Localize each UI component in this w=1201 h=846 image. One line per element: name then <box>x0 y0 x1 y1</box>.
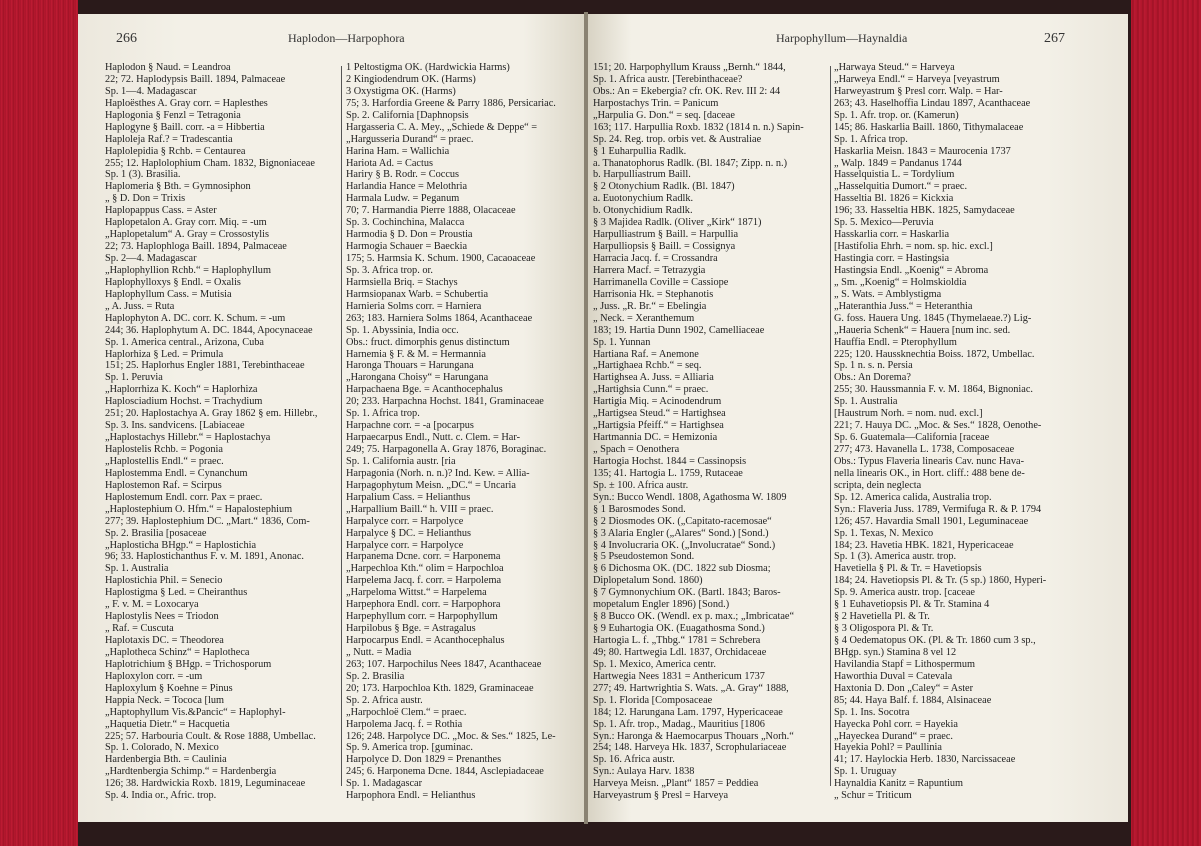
entry-line: Sp. 1. Afr. trop., Madag., Mauritius [1806 <box>593 718 765 730</box>
entry-line: „ Juss. „R. Br.“ = Ebelingia <box>593 300 707 312</box>
entry-line: Sp. 1. America central., Arizona, Cuba <box>105 336 264 348</box>
entry-line: scripta, dein neglecta <box>834 479 922 491</box>
entry-line: Haplotaxis DC. = Theodorea <box>105 635 224 646</box>
entry-line: Harpulliastrum § Baill. = Harpullia <box>593 229 739 241</box>
entry-line: 221; 7. Hauya DC. „Moc. & Ses.“ 1828, Oenothe- <box>834 420 1042 432</box>
entry-line: „ Nutt. = Madia <box>346 646 412 658</box>
entry-line: Haplostelis Rchb. = Pogonia <box>105 444 223 455</box>
entry-line: Happia Neck. = Tococa [lum <box>105 694 224 706</box>
entry-line: § 9 Euhartogia OK. (Euagathosma Sond.) <box>593 623 765 635</box>
entry-line: Sp. 1. Afr. trop. or. (Kamerun) <box>834 109 959 121</box>
entry-line: „ Spach = Oenothera <box>593 444 680 455</box>
entry-line: Syn.: Aulaya Harv. 1838 <box>593 766 695 778</box>
entry-line: Haplogonia § Fenzl = Tetragonia <box>105 109 241 121</box>
entry-line: 2 Kingiodendrum OK. (Harms) <box>346 73 476 85</box>
entry-line: Haplorhiza § Led. = Primula <box>105 348 224 360</box>
entry-line: Haplophylloxys § Endl. = Oxalis <box>105 276 241 288</box>
entry-line: 20; 233. Harpachna Hochst. 1841, Graminaceae <box>346 396 544 408</box>
entry-line: Sp. 1 (3). America austr. trop. <box>834 551 957 563</box>
entry-line: „Hardtenbergia Schimp.“ = Hardenbergia <box>105 766 277 778</box>
entry-line: Haynaldia Kanitz = Rapuntium <box>834 778 964 790</box>
entry-line: Harveya Meisn. „Plant“ 1857 = Peddiea <box>593 778 759 790</box>
entry-line: Harina Ham. = Wallichia <box>346 145 450 157</box>
entry-line: „ A. Juss. = Ruta <box>105 300 175 312</box>
entry-line: Sp. 1. Africa trop. <box>346 408 420 420</box>
entry-line: § 7 Gymnonychium OK. (Bartl. 1843; Baros- <box>593 587 781 599</box>
entry-line: „Haplosticha BHgp.“ = Haplostichia <box>105 539 257 551</box>
entry-line: 1 Peltostigma OK. (Hardwickia Harms) <box>346 62 510 73</box>
entry-line: 126; 457. Havardia Small 1901, Leguminaceae <box>834 515 1029 527</box>
entry-line: Obs.: An Dorema? <box>834 372 911 384</box>
entry-line: Sp. 1. Mexico, America centr. <box>593 658 716 670</box>
entry-line: Harpalyce corr. = Harpolyce <box>346 515 464 527</box>
entry-line: Harpalium Cass. = Helianthus <box>346 491 471 503</box>
left-column-1 <box>105 62 337 802</box>
entry-line: [Haustrum Norh. = nom. nud. excl.] <box>834 408 983 420</box>
entry-line: Hartogia Hochst. 1844 = Cassinopsis <box>593 455 747 467</box>
entry-line: 184; 24. Havetiopsis Pl. & Tr. (5 sp.) 1860, Hyperi- <box>834 575 1047 587</box>
entry-line: „Haplorrhiza K. Koch“ = Haplorhiza <box>105 384 258 396</box>
entry-line: nella linearis OK., in Hort. cliff.: 488 bene de- <box>834 467 1025 479</box>
entry-line: Haplomeria § Bth. = Gymnosiphon <box>105 181 251 193</box>
entry-line: Diplopetalum Sond. 1860) <box>593 575 703 587</box>
entry-line: BHgp. syn.) Stamina 8 vel 12 <box>834 646 957 658</box>
entry-line: 145; 86. Haskarlia Baill. 1860, Tithymalaceae <box>834 121 1024 133</box>
entry-line: 175; 5. Harmsia K. Schum. 1900, Cacaoaceae <box>346 253 536 264</box>
entry-line: 225; 57. Harbouria Coult. & Rose 1888, Umbellac. <box>105 730 316 742</box>
entry-line: 96; 33. Haplostichanthus F. v. M. 1891, Anonac. <box>105 551 304 563</box>
entry-line: 70; 7. Harmandia Pierre 1888, Olacaceae <box>346 205 516 217</box>
entry-line: Haplostichia Phil. = Senecio <box>105 575 223 587</box>
entry-line: [Hastifolia Ehrh. = nom. sp. hic. excl.] <box>834 241 993 253</box>
entry-line: „ Neck. = Xeranthemum <box>593 312 695 324</box>
entry-line: Sp. ± 100. Africa austr. <box>593 479 689 491</box>
entry-line: Haxtonia D. Don „Caley“ = Aster <box>834 682 974 694</box>
entry-line: Harpephyllum corr. = Harpophyllum <box>346 611 498 623</box>
entry-line: 75; 3. Harfordia Greene & Parry 1886, Persicariac. <box>346 97 556 109</box>
entry-line: Harpagophytum Meisn. „DC.“ = Uncaria <box>346 479 516 491</box>
entry-line: Harpagonia (Norh. n. n.)? Ind. Kew. = Allia- <box>346 467 530 479</box>
entry-line: Sp. 9. America trop. [guminac. <box>346 742 473 754</box>
entry-line: Hartwegia Nees 1831 = Anthericum 1737 <box>593 670 765 682</box>
entry-line: Haplostemma Endl. = Cynanchum <box>105 467 248 479</box>
entry-line: Haworthia Duval = Catevala <box>834 670 953 682</box>
entry-line: Sp. 1. Abyssinia, India occ. <box>346 324 459 336</box>
entry-line: § 3 Majidea Radlk. (Oliver „Kirk“ 1871) <box>593 217 762 229</box>
entry-line: Hartogia L. f. „Thbg.“ 1781 = Schrebera <box>593 635 761 646</box>
entry-line: 126; 38. Hardwickia Roxb. 1819, Leguminaceae <box>105 778 306 790</box>
entry-line: „Hasselquitia Dumort.“ = praec. <box>834 181 968 193</box>
entry-line: Haskarlia Meisn. 1843 = Maurocenia 1737 <box>834 145 1011 157</box>
entry-line: Hasskarlia corr. = Haskarlia <box>834 229 950 241</box>
entry-line: Sp. 1. Australia <box>105 563 169 575</box>
right-page-number: 267 <box>1044 31 1065 46</box>
entry-line: Sp. 1—4. Madagascar <box>105 85 197 97</box>
entry-line: 20; 173. Harpochloa Kth. 1829, Graminaceae <box>346 682 534 694</box>
entry-line: „Haueria Schenk“ = Hauera [num inc. sed. <box>834 324 1011 336</box>
entry-line: Haplostemum Endl. corr. Pax = praec. <box>105 491 263 503</box>
entry-line: Harmsiopanax Warb. = Schubertia <box>346 288 489 300</box>
entry-line: Hartighsea A. Juss. = Alliaria <box>593 372 714 384</box>
entry-line: Sp. 4. India or., Afric. trop. <box>105 790 217 802</box>
entry-line: § 1 Euharpullia Radlk. <box>593 145 687 157</box>
entry-line: „Haplophyllion Rchb.“ = Haplophyllum <box>105 264 271 276</box>
column-divider <box>341 66 342 786</box>
left-column-2 <box>346 62 578 802</box>
entry-line: Hariota Ad. = Cactus <box>346 157 434 169</box>
entry-line: Harmodia § D. Don = Proustia <box>346 229 473 241</box>
entry-line: „Hateranthia Juss.“ = Heteranthia <box>834 300 973 312</box>
entry-line: Harpostachys Trin. = Panicum <box>593 97 719 109</box>
entry-line: Sp. 9. America austr. trop. [caceae <box>834 587 975 599</box>
entry-line: 184; 12. Harungana Lam. 1797, Hypericaceae <box>593 706 783 718</box>
entry-line: 277; 49. Hartwrightia S. Wats. „A. Gray“ 1888, <box>593 682 789 694</box>
entry-line: Harpachne corr. = -a [pocarpus <box>346 420 474 432</box>
entry-line: „Harweya Endl.“ = Harveya [veyastrum <box>834 73 1000 85</box>
entry-line: Harveyastrum § Presl = Harveya <box>593 790 729 802</box>
entry-line: Sp. 1. Australia <box>834 396 898 408</box>
entry-line: Sp. 1 (3). Brasilia. <box>105 169 181 181</box>
entry-line: Sp. 24. Reg. trop. orbis vet. & Australiae <box>593 133 762 145</box>
entry-line: Haronga Thouars = Harungana <box>346 360 474 372</box>
right-column-2 <box>834 62 1062 802</box>
entry-line: „Harpallium Baill.“ h. VIII = praec. <box>346 503 494 515</box>
entry-line: „ F. v. M. = Loxocarya <box>105 599 199 611</box>
entry-line: Hartigia Miq. = Acinodendrum <box>593 396 722 408</box>
entry-line: Hargasseria C. A. Mey., „Schiede & Deppe“ = <box>346 121 538 133</box>
entry-line: Harpalyce corr. = Harpolyce <box>346 539 464 551</box>
entry-line: Haplopetalon A. Gray corr. Miq. = -um <box>105 217 267 229</box>
entry-line: „Haplostellis Endl.“ = praec. <box>105 455 224 467</box>
entry-line: „Harongana Choisy“ = Harungana <box>346 372 489 384</box>
entry-line: „Haplostephium O. Hfm.“ = Hapalostephium <box>105 503 293 515</box>
left-page-number: 266 <box>116 31 137 46</box>
entry-line: Haplophyllum Cass. = Mutisia <box>105 288 232 300</box>
entry-line: Sp. 2. Africa austr. <box>346 694 423 706</box>
entry-line: 263; 183. Harniera Solms 1864, Acanthaceae <box>346 312 533 324</box>
entry-line: „ § D. Don = Trixis <box>105 193 186 205</box>
entry-line: 184; 23. Havetia HBK. 1821, Hypericaceae <box>834 539 1014 551</box>
entry-line: Obs.: fruct. dimorphis genus distinctum <box>346 336 510 348</box>
entry-line: Havilandia Stapf = Lithospermum <box>834 658 976 670</box>
entry-line: Harnieria Solms corr. = Harniera <box>346 300 482 312</box>
entry-line: Obs.: An = Ekebergia? cfr. OK. Rev. III 2: 44 <box>593 85 781 97</box>
entry-line: Haploleja Raf.? = Tradescantia <box>105 133 233 145</box>
entry-line: Sp. 5. Mexico—Peruvia <box>834 217 934 229</box>
entry-line: „ Walp. 1849 = Pandanus 1744 <box>834 157 962 169</box>
entry-line: „ S. Wats. = Amblystigma <box>834 288 942 300</box>
entry-line: § 1 Barosmodes Sond. <box>593 503 686 515</box>
right-column-1 <box>593 62 827 802</box>
entry-line: Hardenbergia Bth. = Caulinia <box>105 754 227 766</box>
entry-line: Harpolyce D. Don 1829 = Prenanthes <box>346 754 502 766</box>
entry-line: Harmala Ludw. = Peganum <box>346 193 460 205</box>
entry-line: Harpelema Jacq. f. corr. = Harpolema <box>346 575 502 587</box>
entry-line: Harweyastrum § Presl corr. Walp. = Har- <box>834 85 1003 97</box>
entry-line: „Haplotheca Schinz“ = Haplotheca <box>105 646 250 658</box>
entry-line: Sp. 1. Texas, N. Mexico <box>834 527 934 539</box>
entry-line: Haplodon § Naud. = Leandroa <box>105 62 231 73</box>
entry-line: Harpanema Dcne. corr. = Harponema <box>346 551 501 563</box>
entry-line: 85; 44. Haya Balf. f. 1884, Alsinaceae <box>834 694 992 706</box>
entry-line: 225; 120. Haussknechtia Boiss. 1872, Umbellac. <box>834 348 1035 360</box>
entry-line: 255; 12. Haplolophium Cham. 1832, Bignoniaceae <box>105 157 315 169</box>
entry-line: 41; 17. Haylockia Herb. 1830, Narcissaceae <box>834 754 1016 766</box>
entry-line: 263; 43. Haselhoffia Lindau 1897, Acanthaceae <box>834 97 1031 109</box>
entry-line: Sp. 2. Brasilia <box>346 670 405 682</box>
entry-line: „Haptophyllum Vis.&Pancic“ = Haplophyl- <box>105 706 286 718</box>
entry-line: „Hartighsia Cunn.“ = praec. <box>593 384 709 396</box>
entry-line: Harpocarpus Endl. = Acanthocephalus <box>346 635 505 646</box>
entry-line: Sp. 1. Africa trop. <box>834 133 908 145</box>
entry-line: Haplostylis Nees = Triodon <box>105 611 219 623</box>
entry-line: Harpilobus § Bge. = Astragalus <box>346 623 476 635</box>
entry-line: „Harwaya Steud.“ = Harveya <box>834 62 955 73</box>
entry-line: Syn.: Bucco Wendl. 1808, Agathosma W. 1809 <box>593 491 787 503</box>
entry-line: § 1 Euhavetiopsis Pl. & Tr. Stamina 4 <box>834 599 990 611</box>
entry-line: 22; 73. Haplophloga Baill. 1894, Palmaceae <box>105 241 287 253</box>
entry-line: Hasseltia Bl. 1826 = Kickxia <box>834 193 954 205</box>
entry-line: Syn.: Flaveria Juss. 1789, Vermifuga R. & P. 1794 <box>834 503 1042 515</box>
entry-line: 263; 107. Harpochilus Nees 1847, Acanthaceae <box>346 658 542 670</box>
entry-line: „Hartigsea Steud.“ = Hartighsea <box>593 408 726 420</box>
entry-line: Haplosciadium Hochst. = Trachydium <box>105 396 263 408</box>
entry-line: Syn.: Haronga & Haemocarpus Thouars „Norh.“ <box>593 730 794 742</box>
column-divider <box>830 66 831 786</box>
entry-line: Sp. 16. Africa austr. <box>593 754 675 766</box>
entry-line: Harpulliopsis § Baill. = Cossignya <box>593 241 736 253</box>
entry-line: Harpalyce § DC. = Helianthus <box>346 527 472 539</box>
entry-line: Sp. 12. America calida, Australia trop. <box>834 491 992 503</box>
entry-line: Hauffia Endl. = Pterophyllum <box>834 336 957 348</box>
entry-line: § 8 Bucco OK. (Wendl. ex p. max.; „Imbricatae“ <box>593 611 795 623</box>
entry-line: „ Schur = Triticum <box>834 790 912 802</box>
entry-line: Sp. 1. Florida [Composaceae <box>593 694 713 706</box>
entry-line: Haplophyton A. DC. corr. K. Schum. = -um <box>105 312 286 324</box>
entry-line: Harnemia § F. & M. = Hermannia <box>346 348 486 360</box>
entry-line: 22; 72. Haplodypsis Baill. 1894, Palmaceae <box>105 73 286 85</box>
entry-line: Sp. 1. Uruguay <box>834 766 897 778</box>
entry-line: Sp. 2—4. Madagascar <box>105 253 197 264</box>
entry-line: Sp. 1. Yunnan <box>593 336 651 348</box>
entry-line: § 2 Havetiella Pl. & Tr. <box>834 611 930 623</box>
entry-line: Hasselquistia L. = Tordylium <box>834 169 955 181</box>
entry-line: 151; 25. Haplorhus Engler 1881, Terebinthaceae <box>105 360 305 372</box>
entry-line: 183; 19. Hartia Dunn 1902, Camelliaceae <box>593 324 765 336</box>
book-edge-right <box>1131 0 1201 846</box>
entry-line: „Haplostachys Hillebr.“ = Haplostachya <box>105 432 271 444</box>
entry-line: Sp. 1. California austr. [ria <box>346 455 456 467</box>
right-running-head: Harpophyllum—Haynaldia <box>776 31 908 45</box>
entry-line: Haplopappus Cass. = Aster <box>105 205 217 217</box>
entry-line: „Harpeloma Wittst.“ = Harpelema <box>346 587 487 599</box>
entry-line: 151; 20. Harpophyllum Krauss „Bernh.“ 1844, <box>593 62 786 73</box>
entry-line: Sp. 2. California [Daphnopsis <box>346 109 469 121</box>
entry-line: Harpolema Jacq. f. = Rothia <box>346 718 463 730</box>
entry-line: § 5 Pseudostemon Sond. <box>593 551 695 563</box>
entry-line: a. Euotonychium Radlk. <box>593 193 694 205</box>
entry-line: Sp. 1 n. s. n. Persia <box>834 360 913 372</box>
entry-line: „Hartighaea Rchb.“ = seq. <box>593 360 702 372</box>
entry-line: § 2 Diosmodes OK. („Capitato-racemosae“ <box>593 515 772 527</box>
entry-line: Hayekia Pohl? = Paullinia <box>834 742 942 754</box>
entry-line: Harrimanella Coville = Cassiope <box>593 276 729 288</box>
entry-line: 251; 20. Haplostachya A. Gray 1862 § em. Hillebr., <box>105 408 318 420</box>
entry-line: Haplostemon Raf. = Scirpus <box>105 479 222 491</box>
entry-line: § 3 Oligospora Pl. & Tr. <box>834 623 934 635</box>
entry-line: Hayecka Pohl corr. = Hayekia <box>834 718 958 730</box>
entry-line: Harmogia Schauer = Baeckia <box>346 241 468 253</box>
entry-line: 3 Oxystigma OK. (Harms) <box>346 85 456 97</box>
entry-line: 249; 75. Harpagonella A. Gray 1876, Boraginac. <box>346 444 547 455</box>
entry-line: a. Thanatophorus Radlk. (Bl. 1847; Zipp. n. n.) <box>593 157 787 169</box>
entry-line: „Hayeckea Durand“ = praec. <box>834 730 953 742</box>
entry-line: 126; 248. Harpolyce DC. „Moc. & Ses.“ 1825, Le- <box>346 730 556 742</box>
entry-line: Harracia Jacq. f. = Crossandra <box>593 253 718 264</box>
entry-line: Sp. 1. Madagascar <box>346 778 423 790</box>
entry-line: Haplolepidia § Rchb. = Centaurea <box>105 145 246 157</box>
entry-line: 163; 117. Harpullia Roxb. 1832 (1814 n. n.) Sapin- <box>593 121 804 133</box>
entry-line: Harrera Macf. = Tetrazygia <box>593 264 706 276</box>
entry-line: „ Sm. „Koenig“ = Holmskioldia <box>834 276 967 288</box>
entry-line: G. foss. Hauera Ung. 1845 (Thymelaeae.?) Lig- <box>834 312 1032 324</box>
entry-line: Harrisonia Hk. = Stephanotis <box>593 288 714 300</box>
entry-line: Harlandia Hance = Melothria <box>346 181 468 193</box>
entry-line: 135; 41. Hartogia L. 1759, Rutaceae <box>593 467 743 479</box>
entry-line: „Haquetia Dietr.“ = Hacquetia <box>105 718 230 730</box>
entry-line: 244; 36. Haplophytum A. DC. 1844, Apocynaceae <box>105 324 313 336</box>
entry-line: Harpephora Endl. corr. = Harpophora <box>346 599 501 611</box>
entry-line: Haplostigma § Led. = Cheiranthus <box>105 587 248 599</box>
entry-line: § 6 Dichosma OK. (DC. 1822 sub Diosma; <box>593 563 771 575</box>
entry-line: Harmsiella Briq. = Stachys <box>346 276 458 288</box>
entry-line: § 4 Oedematopus OK. (Pl. & Tr. 1860 cum 3 sp., <box>834 635 1036 646</box>
entry-line: b. Harpulliastrum Baill. <box>593 169 691 181</box>
entry-line: mopetalum Engler 1896) [Sond.) <box>593 599 730 611</box>
entry-line: Obs.: Typus Flaveria linearis Cav. nunc Hava- <box>834 455 1025 467</box>
entry-line: § 3 Alaria Engler („Alares“ Sond.) [Sond.) <box>593 527 769 539</box>
entry-line: 254; 148. Harveya Hk. 1837, Scrophulariaceae <box>593 742 787 754</box>
entry-line: „ Raf. = Cuscuta <box>105 623 174 635</box>
entry-line: Harpachaena Bge. = Acanthocephalus <box>346 384 503 396</box>
entry-line: Hastingsia Endl. „Koenig“ = Abroma <box>834 264 989 276</box>
entry-line: „Haplopetalum“ A. Gray = Crossostylis <box>105 229 269 241</box>
entry-line: Haploxylon corr. = -um <box>105 670 203 682</box>
entry-line: Haploxylum § Koehne = Pinus <box>105 682 233 694</box>
entry-line: Sp. 6. Guatemala—California [raceae <box>834 432 990 444</box>
entry-line: 196; 33. Hasseltia HBK. 1825, Samydaceae <box>834 205 1015 217</box>
entry-line: Sp. 1. Peruvia <box>105 372 163 384</box>
entry-line: Havetiella § Pl. & Tr. = Havetiopsis <box>834 563 982 575</box>
entry-line: Hartiana Raf. = Anemone <box>593 348 699 360</box>
entry-line: 255; 30. Haussmannia F. v. M. 1864, Bignoniac. <box>834 384 1033 396</box>
left-running-head: Haplodon—Harpophora <box>288 31 405 45</box>
entry-line: 277; 39. Haplostephium DC. „Mart.“ 1836, Com- <box>105 515 310 527</box>
entry-line: Sp. 1. Colorado, N. Mexico <box>105 742 219 754</box>
entry-line: Haploësthes A. Gray corr. = Haplesthes <box>105 97 268 109</box>
entry-line: 277; 473. Havanella L. 1738, Composaceae <box>834 444 1015 455</box>
entry-line: Haplotrichium § BHgp. = Trichosporum <box>105 658 272 670</box>
entry-line: Harpaecarpus Endl., Nutt. c. Clem. = Har- <box>346 432 521 444</box>
entry-line: 245; 6. Harponema Dcne. 1844, Asclepiadaceae <box>346 766 544 778</box>
entry-line: Sp. 2. Brasilia [posaceae <box>105 527 207 539</box>
entry-line: „Harpechloa Kth.“ olim = Harpochloa <box>346 563 504 575</box>
entry-line: Hartmannia DC. = Hemizonia <box>593 432 718 444</box>
book-edge-left <box>0 0 78 846</box>
entry-line: Sp. 1. Africa austr. [Terebinthaceae? <box>593 73 743 85</box>
entry-line: „Harpochloë Clem.“ = praec. <box>346 706 467 718</box>
entry-line: Hariry § B. Rodr. = Coccus <box>346 169 460 181</box>
entry-line: Hastingia corr. = Hastingsia <box>834 253 950 264</box>
right-page <box>588 14 1128 822</box>
entry-line: § 2 Otonychium Radlk. (Bl. 1847) <box>593 181 735 193</box>
entry-line: „Hartigsia Pfeiff.“ = Hartighsea <box>593 420 724 432</box>
entry-line: Harpophora Endl. = Helianthus <box>346 790 476 802</box>
entry-line: „Hargusseria Durand“ = praec. <box>346 133 474 145</box>
entry-line: 49; 80. Hartwegia Ldl. 1837, Orchidaceae <box>593 646 767 658</box>
entry-line: Sp. 1. Ins. Socotra <box>834 706 910 718</box>
entry-line: Sp. 3. Africa trop. or. <box>346 264 433 276</box>
entry-line: Sp. 3. Ins. sandvicens. [Labiaceae <box>105 420 245 432</box>
entry-line: b. Otonychidium Radlk. <box>593 205 693 217</box>
entry-line: „Harpulia G. Don.“ = seq. [daceae <box>593 109 735 121</box>
entry-line: Haplogyne § Baill. corr. -a = Hibbertia <box>105 121 265 133</box>
entry-line: Sp. 3. Cochinchina, Malacca <box>346 217 465 229</box>
left-page <box>78 14 584 822</box>
entry-line: § 4 Involucraria OK. („Involucratae“ Sond.) <box>593 539 776 551</box>
